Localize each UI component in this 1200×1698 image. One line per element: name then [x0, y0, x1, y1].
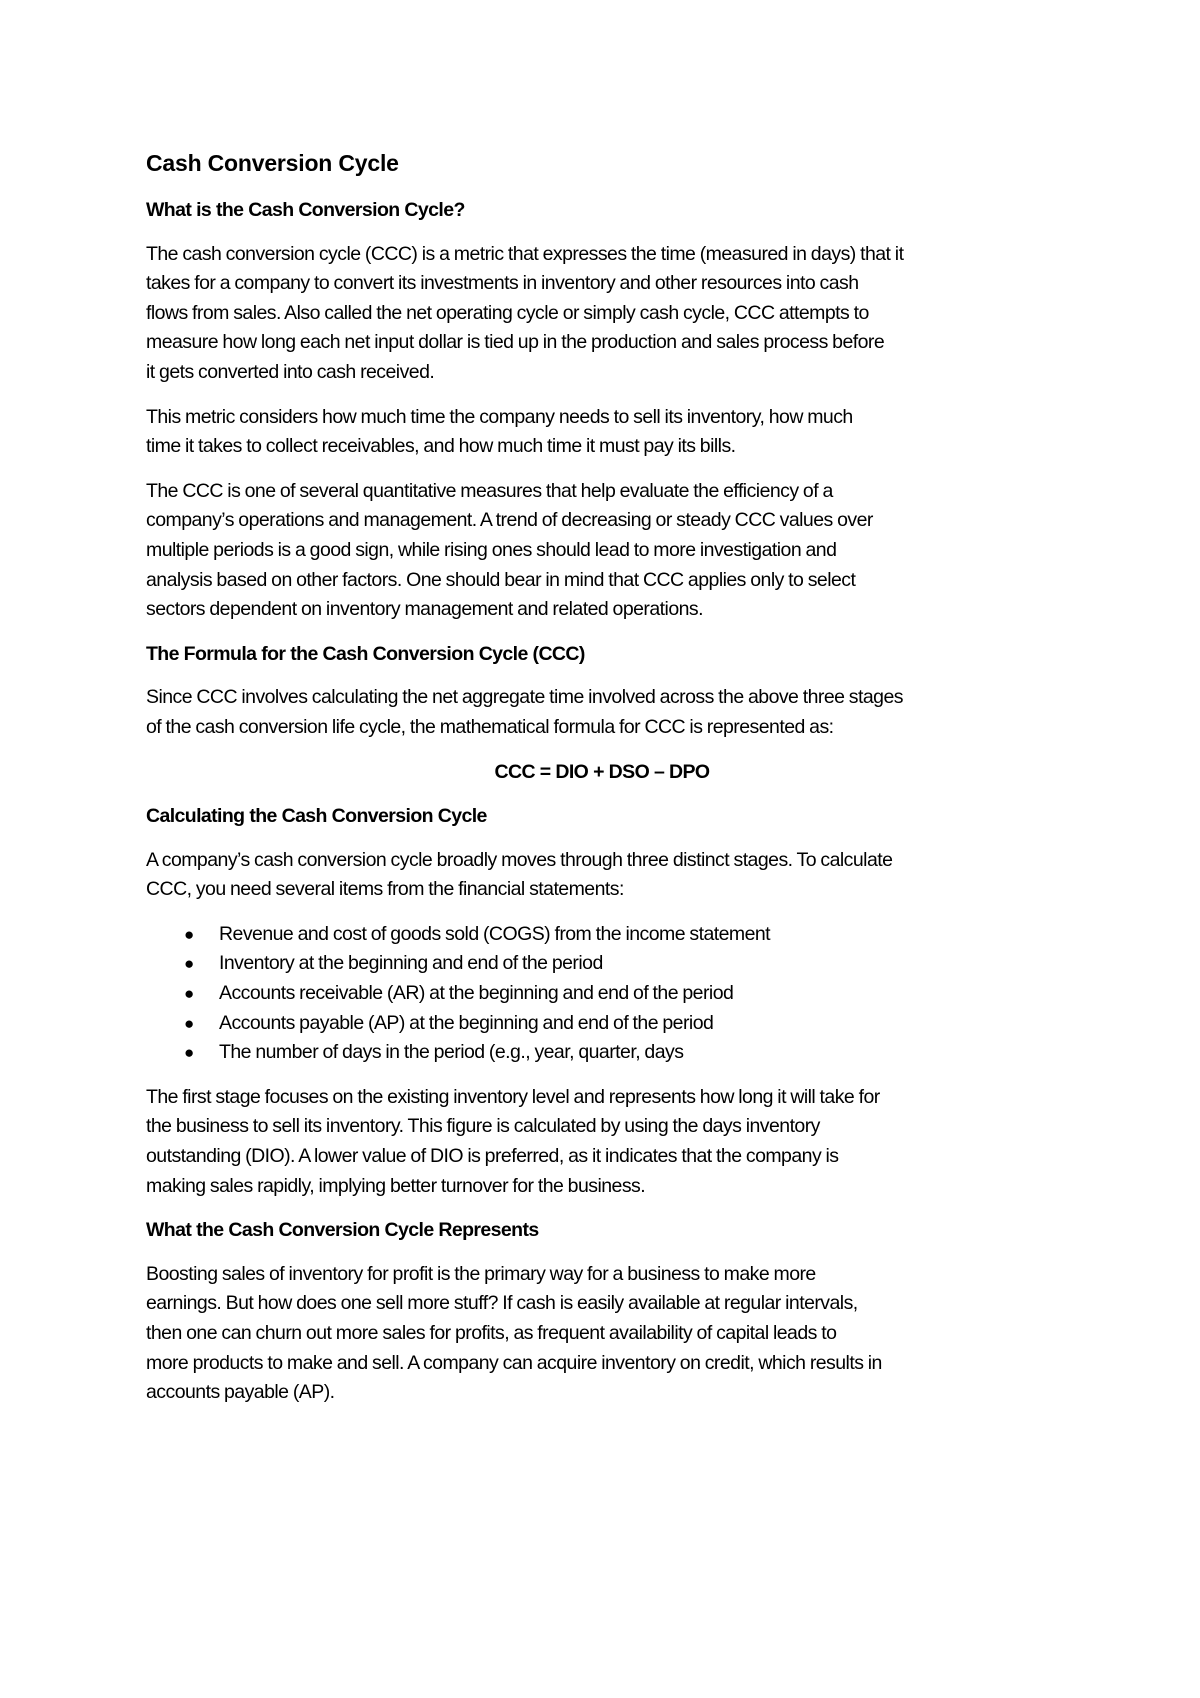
- section-heading: Calculating the Cash Conversion Cycle: [146, 805, 487, 828]
- text-line: sectors dependent on inventory management and related operations.: [146, 598, 703, 621]
- section-heading: What the Cash Conversion Cycle Represents: [146, 1219, 539, 1242]
- text-line: Boosting sales of inventory for profit is the primary way for a business to make more: [146, 1262, 816, 1285]
- text-line: accounts payable (AP).: [146, 1381, 335, 1404]
- text-line: A company’s cash conversion cycle broadly moves through three distinct stages. To calculate: [146, 848, 893, 871]
- bullet-icon: ●: [184, 954, 194, 974]
- section-heading: The Formula for the Cash Conversion Cycle (CCC): [146, 642, 585, 665]
- list-item-text: Revenue and cost of goods sold (COGS) from the income statement: [219, 922, 771, 945]
- text-line: flows from sales. Also called the net operating cycle or simply cash cycle, CCC attempts to: [146, 301, 869, 324]
- text-line: analysis based on other factors. One should bear in mind that CCC applies only to select: [146, 568, 856, 591]
- document-title: Cash Conversion Cycle: [146, 150, 399, 176]
- list-item-text: Accounts receivable (AR) at the beginning and end of the period: [219, 982, 734, 1005]
- paragraph: [146, 1083, 1076, 1201]
- list-item: [146, 979, 1076, 1009]
- bullet-icon: ●: [184, 924, 194, 944]
- text-line: measure how long each net input dollar is tied up in the production and sales process before: [146, 331, 885, 354]
- text-line: company’s operations and management. A trend of decreasing or steady CCC values over: [146, 509, 873, 532]
- text-line: the business to sell its inventory. This figure is calculated by using the days inventory: [146, 1115, 820, 1138]
- paragraph: [146, 1260, 1076, 1408]
- paragraph: [146, 846, 1076, 905]
- text-line: The first stage focuses on the existing inventory level and represents how long it will take for: [146, 1085, 880, 1108]
- bullet-icon: ●: [184, 984, 194, 1004]
- list-item-text: The number of days in the period (e.g., year, quarter, days: [219, 1041, 684, 1064]
- list-item: [146, 1009, 1076, 1039]
- paragraph: [146, 477, 1076, 625]
- text-line: The cash conversion cycle (CCC) is a metric that expresses the time (measured in days) that it: [146, 242, 904, 265]
- text-line: This metric considers how much time the company needs to sell its inventory, how much: [146, 405, 853, 428]
- paragraph: [146, 240, 1076, 388]
- list-item: [146, 949, 1076, 979]
- text-line: it gets converted into cash received.: [146, 360, 435, 383]
- ccc-formula: CCC = DIO + DSO – DPO: [494, 760, 710, 783]
- bullet-list: [146, 920, 1076, 1068]
- list-item: [146, 920, 1076, 950]
- bullet-icon: ●: [184, 1043, 194, 1063]
- text-line: multiple periods is a good sign, while rising ones should lead to more investigation and: [146, 538, 837, 561]
- text-line: takes for a company to convert its investments in inventory and other resources into cash: [146, 272, 859, 295]
- paragraph: [146, 403, 1076, 462]
- text-line: The CCC is one of several quantitative measures that help evaluate the efficiency of a: [146, 479, 833, 502]
- paragraph: [146, 683, 1076, 742]
- list-item: [146, 1038, 1076, 1068]
- text-line: more products to make and sell. A company can acquire inventory on credit, which results in: [146, 1351, 882, 1374]
- text-line: making sales rapidly, implying better turnover for the business.: [146, 1174, 646, 1197]
- text-line: time it takes to collect receivables, and how much time it must pay its bills.: [146, 435, 736, 458]
- text-line: of the cash conversion life cycle, the mathematical formula for CCC is represented as:: [146, 715, 834, 738]
- list-item-text: Accounts payable (AP) at the beginning and end of the period: [219, 1011, 714, 1034]
- list-item-text: Inventory at the beginning and end of the period: [219, 952, 603, 975]
- text-line: CCC, you need several items from the financial statements:: [146, 878, 624, 901]
- text-line: earnings. But how does one sell more stuff? If cash is easily available at regular intervals,: [146, 1292, 858, 1315]
- text-line: then one can churn out more sales for profits, as frequent availability of capital leads to: [146, 1322, 837, 1344]
- text-line: outstanding (DIO). A lower value of DIO is preferred, as it indicates that the company is: [146, 1145, 839, 1168]
- document-page: [146, 148, 1076, 1423]
- text-line: Since CCC involves calculating the net aggregate time involved across the above three stages: [146, 686, 903, 709]
- section-heading: What is the Cash Conversion Cycle?: [146, 199, 465, 221]
- bullet-icon: ●: [184, 1013, 194, 1033]
